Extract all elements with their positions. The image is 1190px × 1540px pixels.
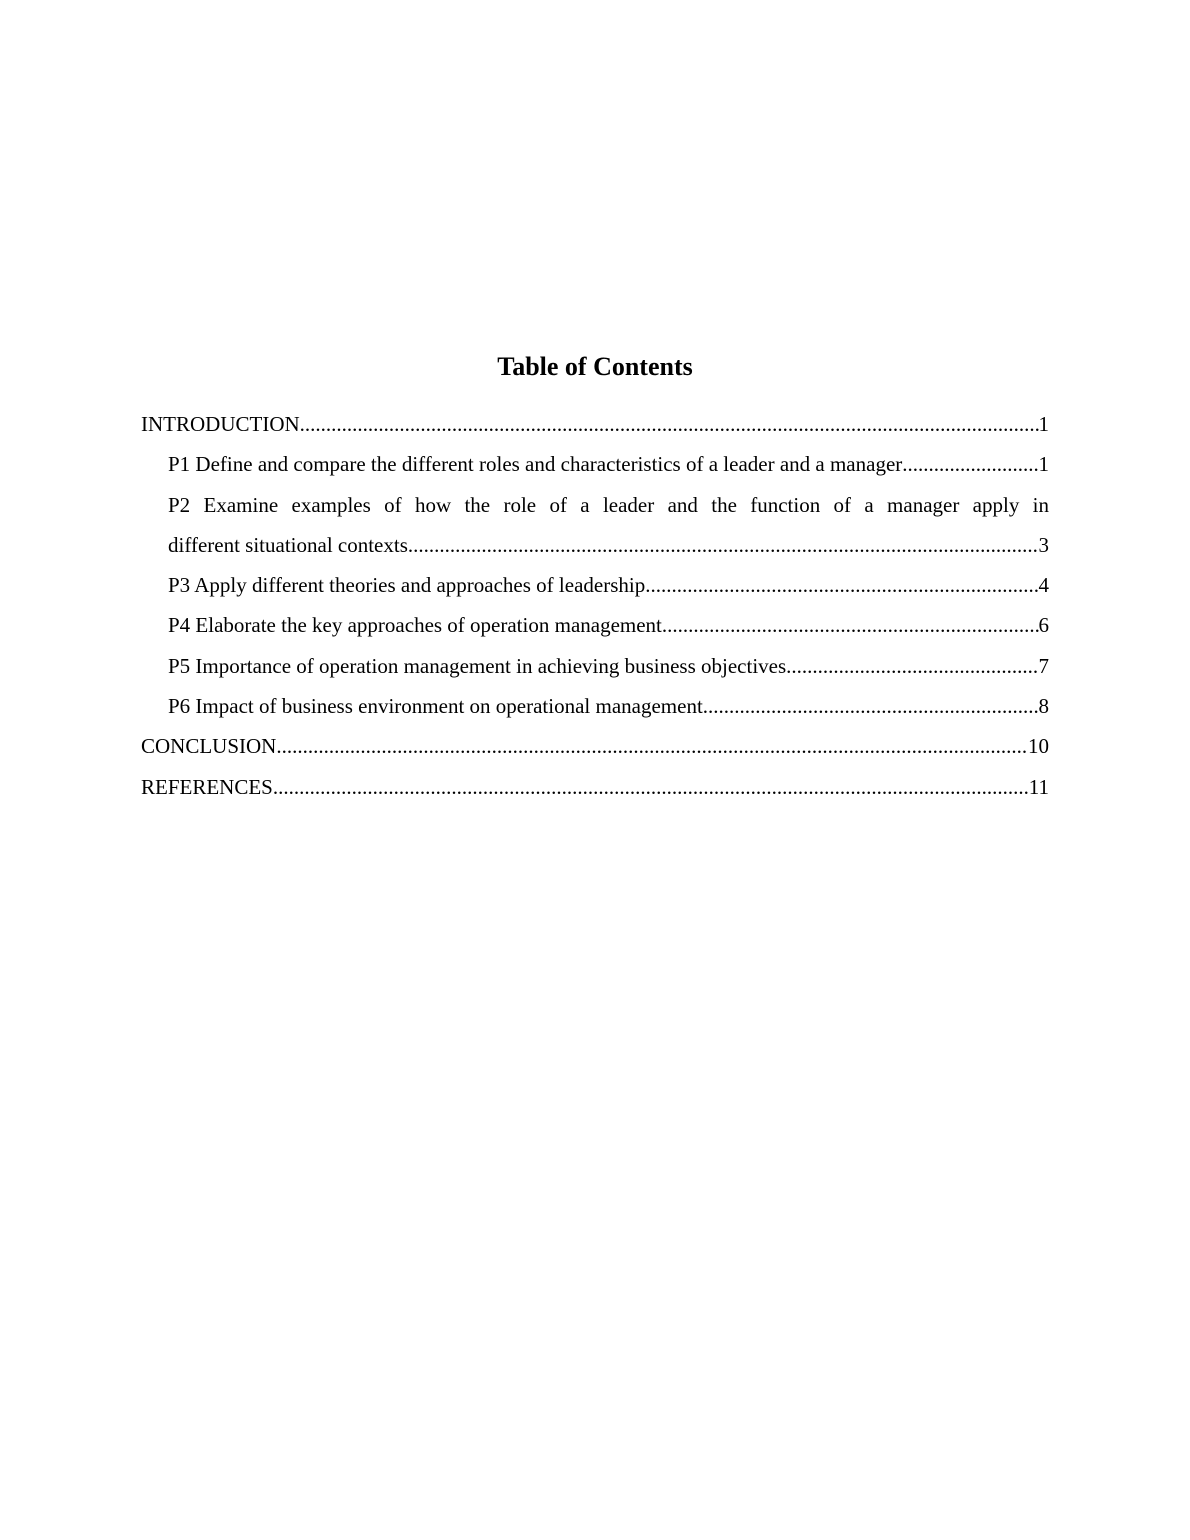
dot-leader xyxy=(276,726,1028,766)
toc-entry-references[interactable] xyxy=(141,767,1049,807)
toc-page-number: 11 xyxy=(1028,774,1049,799)
toc-entry-label: REFERENCES xyxy=(141,774,273,799)
dot-leader xyxy=(902,444,1038,484)
toc-page-number: 3 xyxy=(1038,532,1049,557)
dot-leader xyxy=(645,565,1038,605)
dot-leader xyxy=(662,605,1039,645)
toc-entry-label: P3 Apply different theories and approaches of leadership xyxy=(168,573,646,598)
toc-page-number: 6 xyxy=(1038,613,1049,638)
dot-leader xyxy=(786,646,1038,686)
toc-entry-label: CONCLUSION xyxy=(141,734,277,759)
toc-entry-p1[interactable] xyxy=(141,444,1049,484)
dot-leader xyxy=(273,767,1029,807)
dot-leader xyxy=(408,525,1039,565)
toc-page-number: 10 xyxy=(1028,734,1049,759)
table-of-contents xyxy=(141,404,1049,807)
page-title: Table of Contents xyxy=(497,352,693,381)
toc-entry-p3[interactable] xyxy=(141,565,1049,605)
toc-entry-label: P6 Impact of business environment on operational management xyxy=(168,694,703,719)
toc-entry-label: P5 Importance of operation management in achieving business objectives xyxy=(168,653,787,678)
toc-entry-label-line2: different situational contexts xyxy=(168,532,408,557)
toc-page-number: 1 xyxy=(1038,412,1049,436)
toc-entry-label: P4 Elaborate the key approaches of operation management xyxy=(168,613,662,638)
toc-entry-p4[interactable] xyxy=(141,605,1049,645)
toc-page-number: 4 xyxy=(1038,573,1049,598)
toc-entry-p6[interactable] xyxy=(141,686,1049,726)
toc-entry-conclusion[interactable] xyxy=(141,726,1049,766)
toc-page-number: 7 xyxy=(1038,653,1049,678)
toc-entry-introduction[interactable] xyxy=(141,404,1049,444)
toc-entry-p2[interactable] xyxy=(141,485,1049,566)
toc-entry-label: INTRODUCTION xyxy=(141,412,300,436)
toc-page-number: 1 xyxy=(1038,452,1049,477)
toc-entry-label: P1 Define and compare the different roles and characteristics of a leader and a manager xyxy=(168,452,903,477)
toc-entry-p5[interactable] xyxy=(141,646,1049,686)
dot-leader xyxy=(703,686,1039,726)
toc-entry-label-line1: P2 Examine examples of how the role of a leader and the function of a manager apply in xyxy=(168,492,1049,517)
toc-page-number: 8 xyxy=(1038,694,1049,719)
dot-leader xyxy=(300,404,1039,444)
